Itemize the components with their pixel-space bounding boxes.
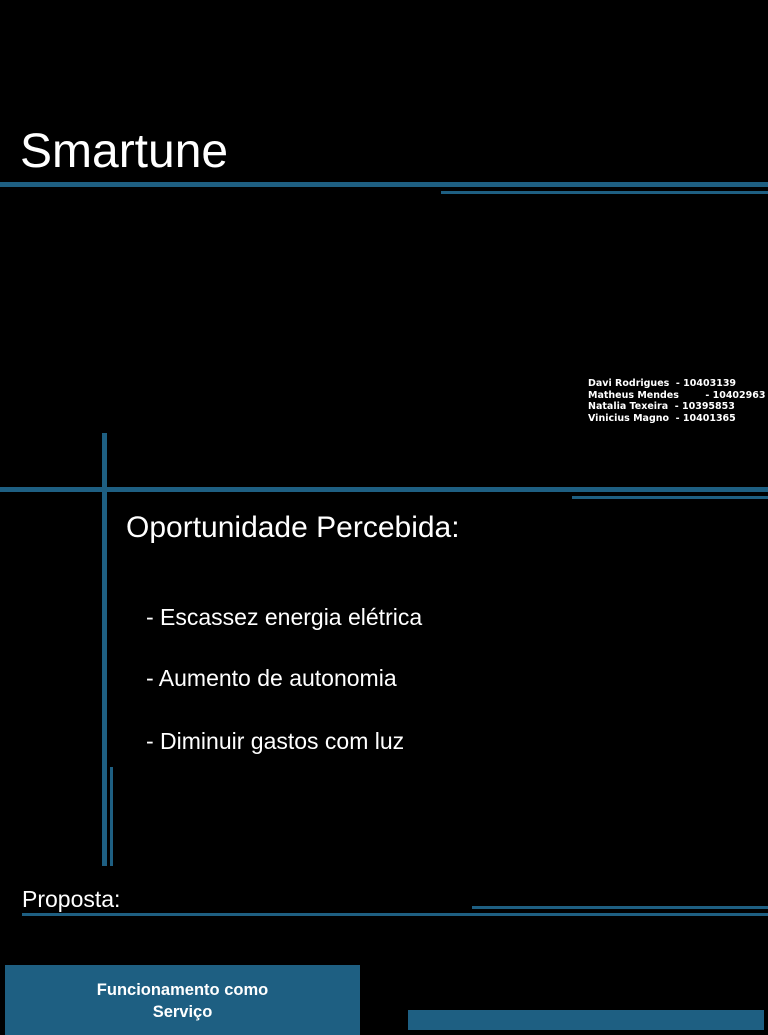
service-box-line1: Funcionamento como bbox=[96, 981, 269, 999]
author-entry: Davi Rodrigues - 10403139 bbox=[588, 378, 737, 389]
title-divider-short bbox=[441, 191, 768, 194]
vertical-accent-bar bbox=[102, 433, 107, 866]
vertical-accent-bar-thin bbox=[110, 767, 113, 866]
opportunity-heading: Oportunidade Percebida: bbox=[126, 511, 460, 544]
proposal-divider-short bbox=[472, 906, 768, 909]
slide-divider-long bbox=[0, 487, 768, 492]
slide-divider-short bbox=[572, 496, 768, 499]
service-box-line2: Serviço bbox=[152, 1003, 213, 1021]
proposal-divider-long bbox=[22, 913, 768, 916]
opportunity-item: - Diminuir gastos com luz bbox=[146, 728, 405, 754]
proposal-label: Proposta: bbox=[22, 886, 121, 912]
author-entry: Vinicius Magno - 10401365 bbox=[588, 412, 736, 424]
author-entry: Natalia Texeira - 10395853 bbox=[588, 401, 735, 412]
service-box bbox=[5, 965, 360, 1035]
author-list bbox=[588, 378, 766, 424]
author-entry: Matheus Mendes - 10402963 bbox=[588, 389, 766, 401]
title-divider-long bbox=[0, 182, 768, 187]
secondary-box bbox=[408, 1010, 764, 1030]
opportunity-item: - Escassez energia elétrica bbox=[146, 604, 423, 630]
opportunity-item: - Aumento de autonomia bbox=[146, 665, 397, 691]
slide-title: Smartune bbox=[20, 125, 229, 178]
